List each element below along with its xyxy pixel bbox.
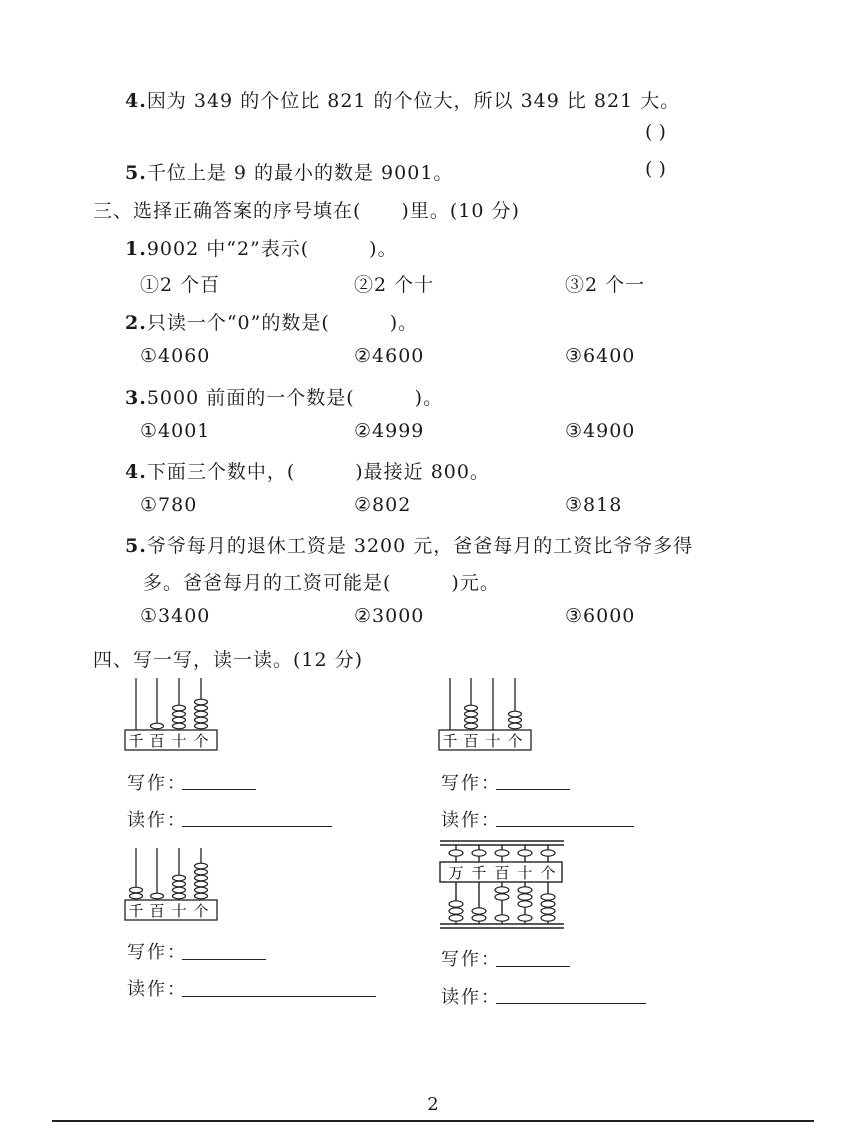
place-label-thousands: 千 (471, 864, 487, 882)
judge-question-4 (125, 86, 680, 113)
place-label-tens: 十 (485, 732, 501, 750)
place-label-thousands: 千 (442, 732, 458, 750)
read-label-1: 读作： (127, 810, 187, 831)
abacus-bead (509, 723, 522, 729)
abacus-bead (465, 705, 478, 711)
option-2a[interactable]: ①4060 (140, 345, 211, 367)
option-2b[interactable]: ②4600 (354, 345, 425, 367)
write-blank-2[interactable] (496, 789, 570, 790)
question-number: 5. (125, 535, 147, 557)
answer-paren-5[interactable]: ( ) (645, 158, 666, 180)
abacus-bead (195, 717, 208, 723)
choice-question-3 (125, 383, 443, 410)
choice-question-5-continued: 多。爸爸每月的工资可能是( )元。 (143, 572, 500, 594)
write-label-1: 写作： (127, 773, 187, 794)
place-label-ones: 个 (540, 864, 556, 882)
abacus-bead (173, 887, 186, 893)
section-4-title: 四、写一写，读一读。(12 分) (93, 649, 364, 671)
option-5b[interactable]: ②3000 (354, 605, 425, 627)
place-label-thousands: 千 (128, 732, 144, 750)
place-label-hundreds: 百 (463, 732, 479, 750)
place-label-tens: 十 (171, 902, 187, 920)
answer-paren-4[interactable]: ( ) (645, 121, 666, 143)
abacus-bead (195, 863, 208, 869)
place-label-ten-thousands: 万 (448, 864, 464, 882)
option-2c[interactable]: ③6400 (565, 345, 636, 367)
abacus-bead (173, 717, 186, 723)
abacus-bead (130, 893, 143, 899)
question-text: 9002 中“2”表示( )。 (146, 238, 398, 260)
question-text: 5000 前面的一个数是( )。 (146, 387, 444, 409)
place-label-hundreds: 百 (494, 864, 510, 882)
place-label-tens: 十 (517, 864, 533, 882)
abacus-bead (173, 723, 186, 729)
option-1b[interactable]: ②2 个十 (354, 274, 435, 296)
question-number: 4. (125, 90, 147, 112)
write-blank-4[interactable] (496, 966, 570, 967)
question-number: 1. (125, 238, 147, 260)
abacus-bead (173, 705, 186, 711)
read-label-2: 读作： (441, 810, 501, 831)
abacus-bead (195, 875, 208, 881)
place-label-hundreds: 百 (149, 732, 165, 750)
abacus-3 (124, 848, 220, 924)
abacus-bead (509, 711, 522, 717)
abacus-bead (151, 723, 164, 729)
place-label-hundreds: 百 (149, 902, 165, 920)
place-label-thousands: 千 (128, 902, 144, 920)
choice-question-5 (125, 531, 693, 558)
question-text: 因为 349 的个位比 821 的个位大，所以 349 比 821 大。 (146, 90, 681, 112)
place-label-tens: 十 (171, 732, 187, 750)
question-text: 只读一个“0”的数是( )。 (146, 312, 419, 334)
abacus-bead (195, 893, 208, 899)
abacus-bead (195, 711, 208, 717)
read-blank-4[interactable] (496, 1003, 646, 1004)
write-label-4: 写作： (441, 949, 501, 970)
abacus-bead (173, 711, 186, 717)
option-1c[interactable]: ③2 个一 (565, 274, 646, 296)
abacus-1 (124, 678, 220, 754)
read-label-4: 读作： (441, 987, 501, 1008)
question-number: 2. (125, 312, 147, 334)
choice-question-1 (125, 234, 398, 261)
abacus-bead (195, 723, 208, 729)
question-text: 千位上是 9 的最小的数是 9001。 (146, 162, 454, 184)
judge-question-5 (125, 158, 453, 185)
option-3c[interactable]: ③4900 (565, 420, 636, 442)
option-5c[interactable]: ③6000 (565, 605, 636, 627)
question-text: 爷爷每月的退休工资是 3200 元，爸爸每月的工资比爷爷多得 (146, 535, 694, 557)
write-label-2: 写作： (441, 773, 501, 794)
abacus-bead (195, 887, 208, 893)
abacus-bead (465, 723, 478, 729)
page-number: 2 (427, 1094, 439, 1115)
abacus-bead (465, 711, 478, 717)
read-label-3: 读作： (127, 979, 187, 1000)
abacus-4 (438, 838, 566, 932)
abacus-bead (465, 717, 478, 723)
option-3a[interactable]: ①4001 (140, 420, 211, 442)
abacus-2 (438, 678, 534, 754)
choice-question-2 (125, 308, 418, 335)
read-blank-1[interactable] (182, 826, 332, 827)
option-3b[interactable]: ②4999 (354, 420, 425, 442)
place-label-ones: 个 (193, 732, 209, 750)
question-text: 下面三个数中，( )最接近 800。 (146, 461, 490, 483)
abacus-bead (151, 893, 164, 899)
abacus-bead (173, 881, 186, 887)
abacus-bead (195, 881, 208, 887)
write-label-3: 写作： (127, 942, 187, 963)
place-label-ones: 个 (193, 902, 209, 920)
read-blank-3[interactable] (182, 996, 376, 997)
abacus-bead (130, 887, 143, 893)
read-blank-2[interactable] (496, 826, 634, 827)
abacus-bead (173, 875, 186, 881)
abacus-bead (509, 717, 522, 723)
abacus-bead (173, 893, 186, 899)
abacus-bead (195, 705, 208, 711)
question-number: 3. (125, 387, 147, 409)
write-blank-1[interactable] (182, 789, 256, 790)
option-4a[interactable]: ①780 (140, 494, 198, 516)
option-1a[interactable]: ①2 个百 (140, 274, 221, 296)
abacus-bead (195, 699, 208, 705)
option-4b[interactable]: ②802 (354, 494, 412, 516)
choice-question-4 (125, 457, 490, 484)
question-number: 4. (125, 461, 147, 483)
abacus-bead (195, 869, 208, 875)
option-4c[interactable]: ③818 (565, 494, 623, 516)
option-5a[interactable]: ①3400 (140, 605, 211, 627)
question-number: 5. (125, 162, 147, 184)
section-3-title: 三、选择正确答案的序号填在( )里。(10 分) (93, 200, 520, 222)
place-label-ones: 个 (507, 732, 523, 750)
write-blank-3[interactable] (182, 959, 266, 960)
